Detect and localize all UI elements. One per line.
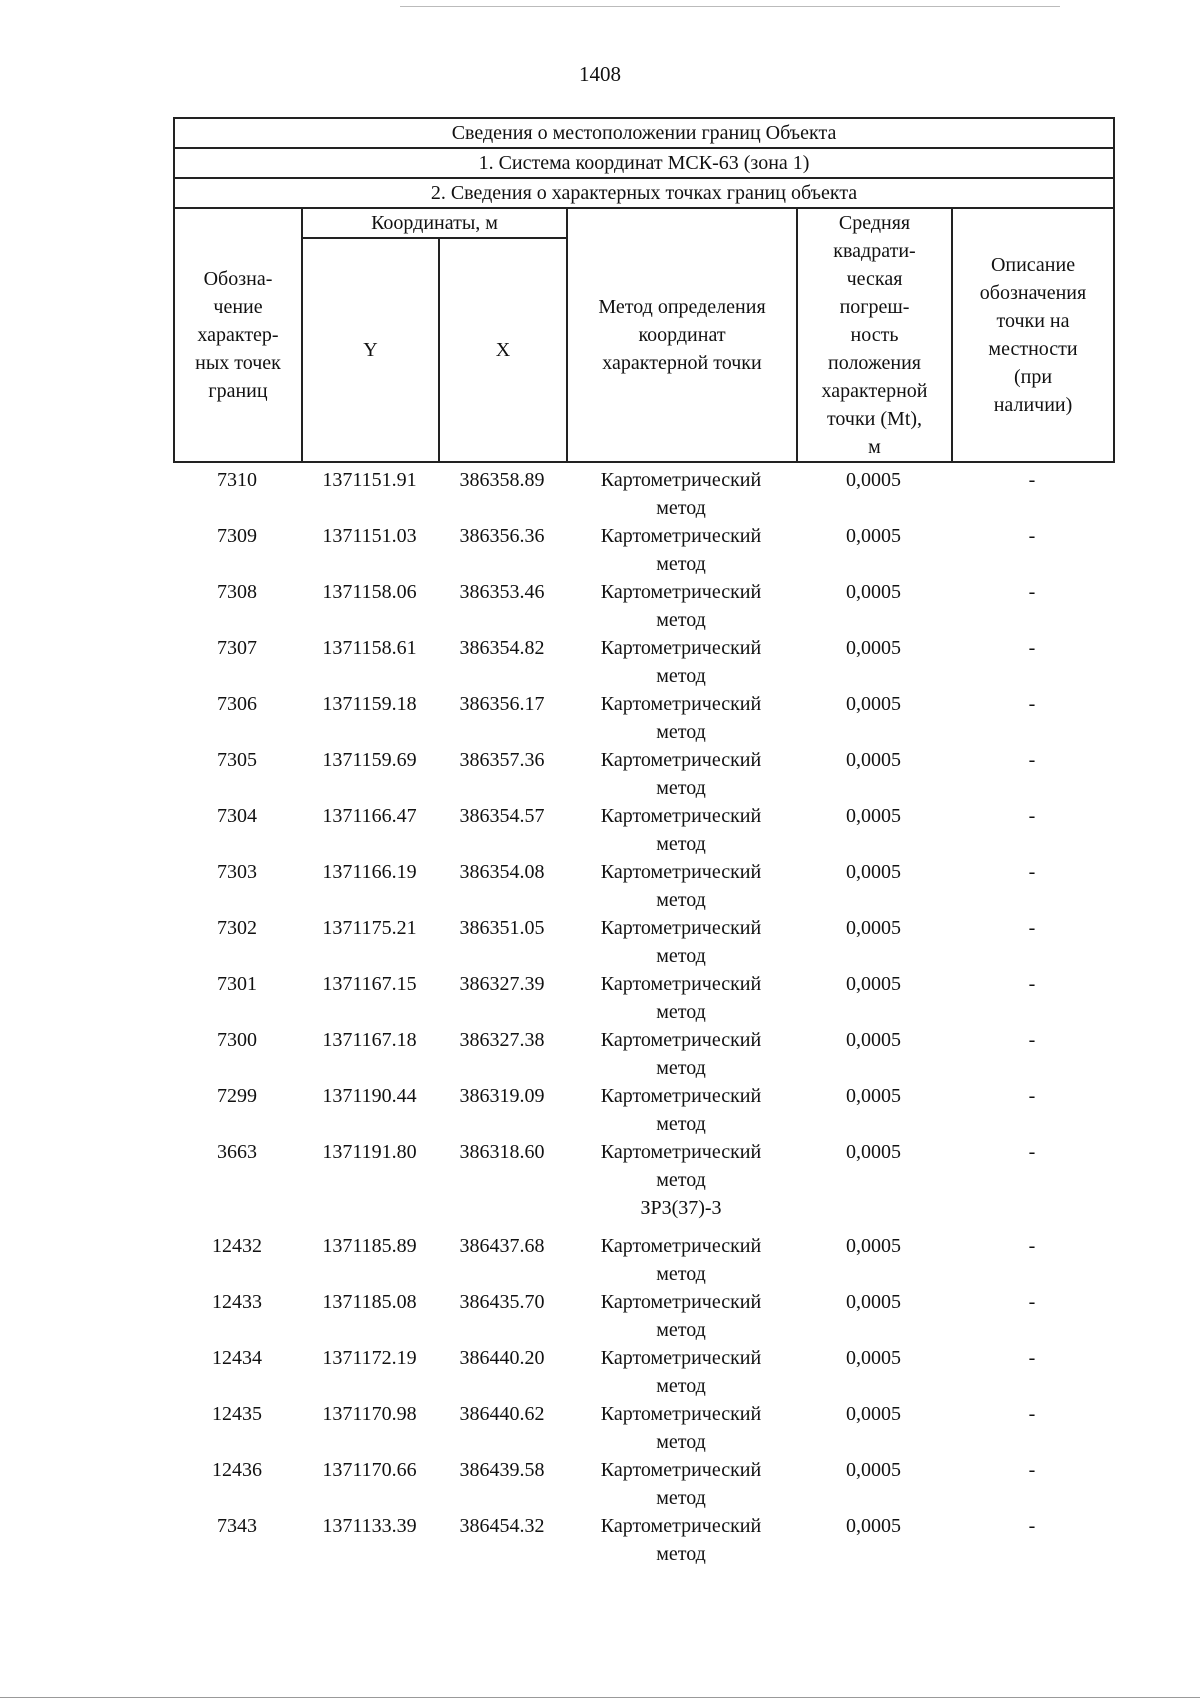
mean-square-error: 0,0005 [846, 917, 901, 939]
method-line-1: Картометрический [600, 1029, 762, 1051]
coordinate-y: 1371158.06 [322, 581, 417, 603]
method [566, 746, 796, 802]
point-description: - [1028, 1085, 1036, 1107]
coordinate-y: 1371151.91 [322, 469, 417, 491]
table-row [173, 1138, 1113, 1194]
coordinate-x: 386327.39 [459, 973, 545, 995]
coordinate-y: 1371185.89 [322, 1235, 417, 1257]
coordinate-y: 1371172.19 [322, 1347, 417, 1369]
table-row [173, 634, 1113, 690]
method-line-2: метод [656, 1113, 706, 1135]
coordinate-x: 386354.08 [459, 861, 545, 883]
method-line-2: метод [656, 1263, 706, 1285]
method-line-2: метод [656, 721, 706, 743]
method [566, 1512, 796, 1568]
mean-square-error: 0,0005 [846, 1347, 901, 1369]
point-description: - [1028, 1515, 1036, 1537]
point-id: 7343 [217, 1515, 257, 1537]
method [566, 914, 796, 970]
point-description: - [1028, 469, 1036, 491]
method-line-2: метод [656, 1431, 706, 1453]
boundary-points-list [173, 466, 1113, 1568]
mean-square-error: 0,0005 [846, 1515, 901, 1537]
table-row [173, 1400, 1113, 1456]
point-description: - [1028, 973, 1036, 995]
mean-square-error: 0,0005 [846, 973, 901, 995]
coordinate-x: 386351.05 [459, 917, 545, 939]
method-line-1: Картометрический [600, 1085, 762, 1107]
column-header-point-id: Обозна- чение характер- ных точек границ [174, 208, 302, 462]
method-line-1: Картометрический [600, 917, 762, 939]
coordinate-x: 386440.62 [459, 1403, 545, 1425]
table-row [173, 802, 1113, 858]
point-description: - [1028, 1459, 1036, 1481]
method-line-1: Картометрический [600, 525, 762, 547]
method-line-1: Картометрический [600, 749, 762, 771]
point-id: 7304 [217, 805, 257, 827]
points-group-b [173, 1232, 1113, 1568]
table-row [173, 1344, 1113, 1400]
mean-square-error: 0,0005 [846, 637, 901, 659]
method-line-2: метод [656, 1487, 706, 1509]
point-id: 7308 [217, 581, 257, 603]
coordinate-x: 386356.17 [459, 693, 545, 715]
point-description: - [1028, 637, 1036, 659]
method [566, 1344, 796, 1400]
table-row [173, 914, 1113, 970]
scan-edge-top [400, 6, 1060, 7]
method-line-2: метод [656, 833, 706, 855]
method-line-1: Картометрический [600, 637, 762, 659]
method [566, 970, 796, 1026]
method-line-2: метод [656, 1543, 706, 1565]
method-line-2: метод [656, 1057, 706, 1079]
mean-square-error: 0,0005 [846, 525, 901, 547]
coordinate-x: 386437.68 [459, 1235, 545, 1257]
point-id: 3663 [217, 1141, 257, 1163]
coordinate-y: 1371151.03 [322, 525, 417, 547]
method [566, 690, 796, 746]
mean-square-error: 0,0005 [846, 805, 901, 827]
points-title: 2. Сведения о характерных точках границ объекта [174, 178, 1114, 208]
method-line-2: метод [656, 1375, 706, 1397]
point-description: - [1028, 525, 1036, 547]
mean-square-error: 0,0005 [846, 469, 901, 491]
method-line-1: Картометрический [600, 1235, 762, 1257]
method [566, 1138, 796, 1194]
method-line-1: Картометрический [600, 1515, 762, 1537]
point-id: 12434 [212, 1347, 262, 1369]
method-line-2: метод [656, 945, 706, 967]
method-line-2: метод [656, 497, 706, 519]
point-id: 7299 [217, 1085, 257, 1107]
point-id: 7307 [217, 637, 257, 659]
boundary-table-header [173, 117, 1115, 463]
mean-square-error: 0,0005 [846, 1085, 901, 1107]
coordinate-y: 1371167.15 [322, 973, 417, 995]
coordinate-y: 1371167.18 [322, 1029, 417, 1051]
coordinate-y: 1371159.69 [322, 749, 417, 771]
method [566, 1232, 796, 1288]
method [566, 1288, 796, 1344]
table-row [173, 578, 1113, 634]
method-line-2: метод [656, 777, 706, 799]
method [566, 1026, 796, 1082]
method-line-2: метод [656, 665, 706, 687]
method-line-2: метод [656, 1001, 706, 1023]
coordinate-x: 386440.20 [459, 1347, 545, 1369]
method [566, 1082, 796, 1138]
mean-square-error: 0,0005 [846, 1029, 901, 1051]
point-id: 12432 [212, 1235, 262, 1257]
method [566, 522, 796, 578]
coordinate-x: 386353.46 [459, 581, 545, 603]
point-id: 7306 [217, 693, 257, 715]
method-line-1: Картометрический [600, 861, 762, 883]
point-description: - [1028, 861, 1036, 883]
coordinate-y: 1371159.18 [322, 693, 417, 715]
coordinate-x: 386356.36 [459, 525, 545, 547]
column-header-error: Средняя квадрати- ческая погреш- ность положения характерной точки (Mt), м [797, 208, 952, 462]
method-line-1: Картометрический [600, 1141, 762, 1163]
point-id: 12436 [212, 1459, 262, 1481]
mean-square-error: 0,0005 [846, 693, 901, 715]
coordinate-x: 386318.60 [459, 1141, 545, 1163]
method-line-1: Картометрический [600, 1347, 762, 1369]
point-description: - [1028, 917, 1036, 939]
coordinate-x: 386439.58 [459, 1459, 545, 1481]
column-header-y: Y [302, 238, 439, 462]
method [566, 1400, 796, 1456]
table-row [173, 746, 1113, 802]
coordinate-y: 1371133.39 [322, 1515, 417, 1537]
method [566, 802, 796, 858]
column-header-description: Описание обозначения точки на местности (при наличии) [952, 208, 1114, 462]
mean-square-error: 0,0005 [846, 1459, 901, 1481]
point-id: 7301 [217, 973, 257, 995]
mean-square-error: 0,0005 [846, 1403, 901, 1425]
table-row [173, 970, 1113, 1026]
mean-square-error: 0,0005 [846, 1291, 901, 1313]
method-line-1: Картометрический [600, 1403, 762, 1425]
coordinate-y: 1371175.21 [322, 917, 417, 939]
coordinate-x: 386354.57 [459, 805, 545, 827]
point-description: - [1028, 1347, 1036, 1369]
method [566, 578, 796, 634]
coordinate-system: 1. Система координат МСК-63 (зона 1) [174, 148, 1114, 178]
point-description: - [1028, 749, 1036, 771]
point-id: 12433 [212, 1291, 262, 1313]
method-line-1: Картометрический [600, 693, 762, 715]
table-row [173, 466, 1113, 522]
point-description: - [1028, 581, 1036, 603]
point-description: - [1028, 693, 1036, 715]
method-line-1: Картометрический [600, 469, 762, 491]
coordinate-x: 386354.82 [459, 637, 545, 659]
table-row [173, 858, 1113, 914]
table-title: Сведения о местоположении границ Объекта [174, 118, 1114, 148]
method-line-1: Картометрический [600, 1459, 762, 1481]
table-row [173, 1082, 1113, 1138]
point-id: 7303 [217, 861, 257, 883]
zone-label: ЗР3(37)-3 [640, 1197, 722, 1219]
method-line-2: метод [656, 1169, 706, 1191]
coordinate-x: 386358.89 [459, 469, 545, 491]
coordinate-y: 1371166.19 [322, 861, 417, 883]
method-line-2: метод [656, 553, 706, 575]
point-id: 7302 [217, 917, 257, 939]
method [566, 1456, 796, 1512]
table-row [173, 1456, 1113, 1512]
mean-square-error: 0,0005 [846, 1235, 901, 1257]
point-id: 12435 [212, 1403, 262, 1425]
coordinate-x: 386327.38 [459, 1029, 545, 1051]
mean-square-error: 0,0005 [846, 749, 901, 771]
coordinate-y: 1371170.66 [322, 1459, 417, 1481]
coordinate-y: 1371166.47 [322, 805, 417, 827]
mean-square-error: 0,0005 [846, 581, 901, 603]
point-description: - [1028, 805, 1036, 827]
coordinate-y: 1371170.98 [322, 1403, 417, 1425]
coordinate-y: 1371185.08 [322, 1291, 417, 1313]
method [566, 466, 796, 522]
table-row [173, 1512, 1113, 1568]
coordinate-x: 386319.09 [459, 1085, 545, 1107]
coordinate-y: 1371158.61 [322, 637, 417, 659]
method-line-1: Картометрический [600, 973, 762, 995]
method-line-2: метод [656, 889, 706, 911]
scan-edge-bottom [0, 1697, 1200, 1698]
coordinate-x: 386454.32 [459, 1515, 545, 1537]
column-header-x: X [439, 238, 567, 462]
page-number: 1408 [579, 62, 621, 86]
column-header-method: Метод определения координат характерной точки [567, 208, 797, 462]
point-id: 7300 [217, 1029, 257, 1051]
table-row [173, 690, 1113, 746]
point-description: - [1028, 1291, 1036, 1313]
point-description: - [1028, 1029, 1036, 1051]
mean-square-error: 0,0005 [846, 861, 901, 883]
table-row [173, 522, 1113, 578]
coordinate-x: 386357.36 [459, 749, 545, 771]
method-line-2: метод [656, 609, 706, 631]
coordinate-y: 1371190.44 [322, 1085, 417, 1107]
table-row [173, 1288, 1113, 1344]
table-row [173, 1232, 1113, 1288]
column-header-coordinates: Координаты, м [302, 208, 567, 238]
method [566, 858, 796, 914]
method-line-1: Картометрический [600, 1291, 762, 1313]
method-line-1: Картометрический [600, 805, 762, 827]
method-line-1: Картометрический [600, 581, 762, 603]
point-description: - [1028, 1141, 1036, 1163]
method [566, 634, 796, 690]
points-group-a [173, 466, 1113, 1194]
point-id: 7305 [217, 749, 257, 771]
method-line-2: метод [656, 1319, 706, 1341]
point-description: - [1028, 1235, 1036, 1257]
point-id: 7310 [217, 469, 257, 491]
point-description: - [1028, 1403, 1036, 1425]
coordinate-y: 1371191.80 [322, 1141, 417, 1163]
mean-square-error: 0,0005 [846, 1141, 901, 1163]
table-row [173, 1026, 1113, 1082]
point-id: 7309 [217, 525, 257, 547]
coordinate-x: 386435.70 [459, 1291, 545, 1313]
